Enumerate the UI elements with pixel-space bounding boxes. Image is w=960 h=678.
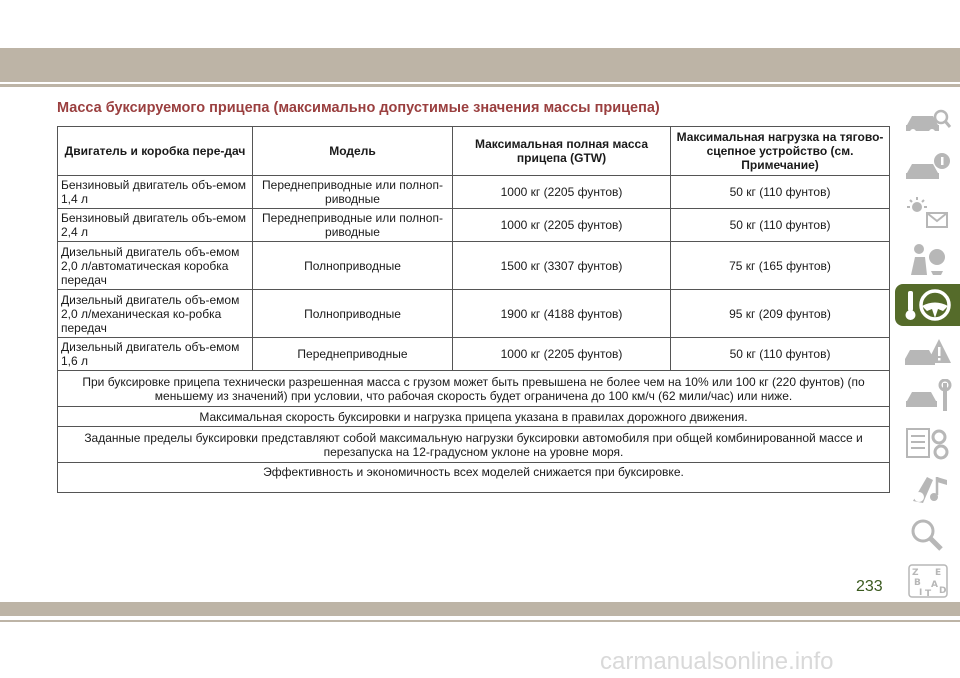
header-gtw: Максимальная полная масса прицепа (GTW) <box>453 127 671 176</box>
tab-emergency[interactable] <box>895 330 960 372</box>
svg-text:D: D <box>938 586 946 596</box>
svg-text:Z: Z <box>911 568 919 578</box>
header-band <box>0 48 960 82</box>
table-row <box>58 338 890 371</box>
header-engine: Двигатель и коробка пере-дач <box>58 127 253 176</box>
cell-engine: Бензиновый двигатель объ-емом 1,4 л <box>58 176 253 209</box>
header-tongue-load: Максимальная нагрузка на тягово-сцепное устройство (см. Примечание) <box>671 127 890 176</box>
cell-tongue-load: 50 кг (110 фунтов) <box>671 209 890 242</box>
warning-car-icon <box>903 333 953 369</box>
footer-rule <box>0 620 960 622</box>
tab-safety[interactable] <box>895 238 960 280</box>
cell-gtw: 1000 кг (2205 фунтов) <box>453 338 671 371</box>
cell-gtw: 1900 кг (4188 фунтов) <box>453 290 671 338</box>
cell-engine: Дизельный двигатель объ-емом 2,0 л/механическая ко-робка передач <box>58 290 253 338</box>
table-row <box>58 242 890 290</box>
cell-gtw: 1500 кг (3307 фунтов) <box>453 242 671 290</box>
footer-band <box>0 602 960 616</box>
cell-tongue-load: 50 кг (110 фунтов) <box>671 176 890 209</box>
index-search-icon <box>903 517 953 553</box>
cell-engine: Бензиновый двигатель объ-емом 2,4 л <box>58 209 253 242</box>
note-row <box>58 463 890 493</box>
section-title: Масса буксируемого прицепа (максимально допустимые значения массы прицепа) <box>57 100 660 116</box>
tab-car-search[interactable] <box>895 100 960 142</box>
cell-tongue-load: 50 кг (110 фунтов) <box>671 338 890 371</box>
tab-index[interactable] <box>895 560 960 602</box>
cell-gtw: 1000 кг (2205 фунтов) <box>453 176 671 209</box>
service-tools-icon <box>903 379 953 415</box>
note-text: Максимальная скорость буксировки и нагрузка прицепа указана в правилах дорожного движения. <box>58 407 890 427</box>
specifications-gear-icon <box>903 425 953 461</box>
header-model: Модель <box>253 127 453 176</box>
tab-customer-assistance[interactable] <box>895 514 960 556</box>
header-rule <box>0 84 960 87</box>
note-text: Заданные пределы буксировки представляют собой максимальную нагрузки буксировки автомобиля при общей комбинированной массе и перезапуска на 12-градусном уклоне на уровне моря. <box>58 427 890 463</box>
table-row <box>58 176 890 209</box>
car-info-icon <box>903 149 953 185</box>
cell-model: Переднеприводные <box>253 338 453 371</box>
tab-service[interactable] <box>895 376 960 418</box>
cell-model: Переднеприводные или полноп-риводные <box>253 176 453 209</box>
cell-engine: Дизельный двигатель объ-емом 2,0 л/автоматическая коробка передач <box>58 242 253 290</box>
dashboard-lights-icon <box>903 195 953 231</box>
car-search-icon <box>903 103 953 139</box>
cell-tongue-load: 75 кг (165 фунтов) <box>671 242 890 290</box>
note-row <box>58 371 890 407</box>
safety-airbag-icon <box>903 241 953 277</box>
svg-text:T: T <box>924 589 931 599</box>
table-row <box>58 209 890 242</box>
note-row <box>58 407 890 427</box>
watermark: carmanualsonline.info <box>600 648 834 675</box>
cell-gtw: 1000 кг (2205 фунтов) <box>453 209 671 242</box>
cell-model: Полноприводные <box>253 290 453 338</box>
note-row <box>58 427 890 463</box>
steering-wheel-key-icon <box>903 287 953 323</box>
towing-table <box>57 126 890 493</box>
tab-multimedia[interactable] <box>895 468 960 510</box>
note-text: При буксировке прицепа технически разрешенная масса с грузом может быть превышена не более чем на 10% или 100 кг (220 фунтов) (по меньшему из значений) при условии, что рабочая скорость будет ограничена до 100 км/ч (62 мили/час) или ниже. <box>58 371 890 407</box>
tab-dashboard-lights[interactable] <box>895 192 960 234</box>
svg-text:I: I <box>918 588 922 598</box>
cell-model: Переднеприводные или полноп-риводные <box>253 209 453 242</box>
svg-text:B: B <box>913 578 921 588</box>
multimedia-icon <box>903 471 953 507</box>
cell-model: Полноприводные <box>253 242 453 290</box>
tab-starting-driving[interactable] <box>895 284 960 326</box>
note-text: Эффективность и экономичность всех моделей снижается при буксировке. <box>58 463 890 493</box>
table-row <box>58 290 890 338</box>
svg-text:E: E <box>934 568 941 578</box>
table-header-row <box>58 127 890 176</box>
page-number: 233 <box>856 578 883 595</box>
cell-tongue-load: 95 кг (209 фунтов) <box>671 290 890 338</box>
tab-specifications[interactable] <box>895 422 960 464</box>
alphabet-index-icon <box>903 563 953 599</box>
cell-engine: Дизельный двигатель объ-емом 1,6 л <box>58 338 253 371</box>
tab-car-info[interactable] <box>895 146 960 188</box>
svg-text:A: A <box>930 580 938 590</box>
